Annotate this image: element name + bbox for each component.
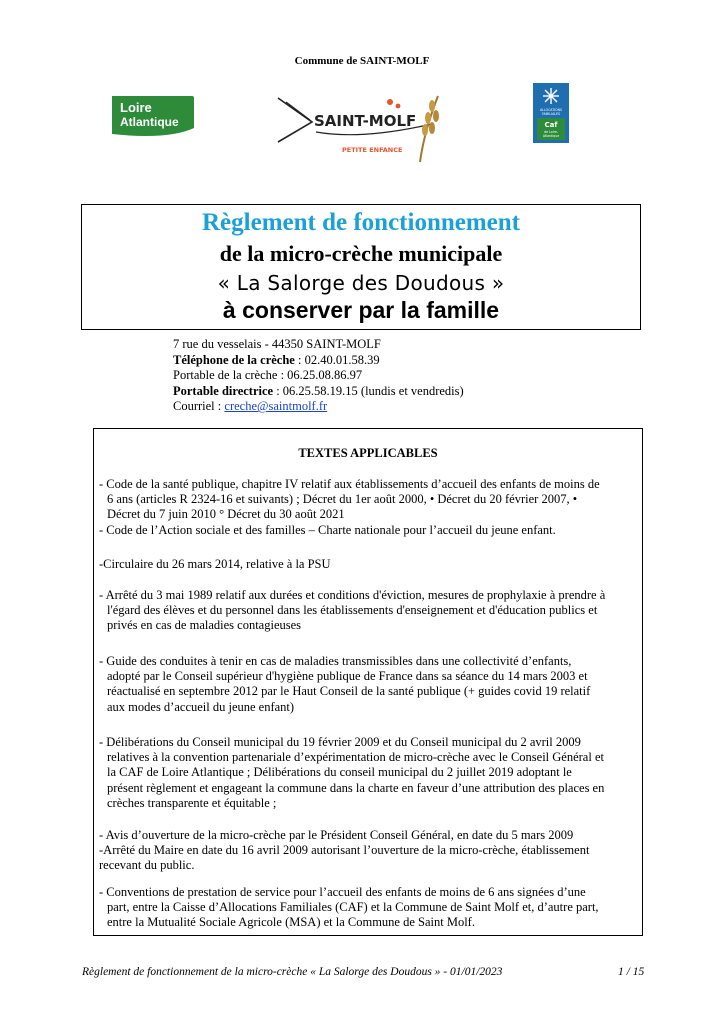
text-line: entre la Mutualité Sociale Agricole (MSA) et la Commune de Saint Molf.: [107, 915, 475, 930]
contact-block: [173, 337, 464, 415]
text-line: - Code de la santé publique, chapitre IV relatif aux établissements d’accueil des enfants de moins de: [99, 477, 600, 491]
text-line: - Conventions de prestation de service pour l’accueil des enfants de moins de 6 ans signées d’une: [99, 885, 586, 899]
text-paragraph: [99, 735, 639, 811]
caf-brand: Caf: [544, 121, 558, 129]
director-line: [173, 384, 464, 400]
caf-logo: [533, 83, 569, 143]
title-line-1: Règlement de fonctionnement: [202, 209, 520, 236]
text-paragraph: [99, 828, 639, 874]
text-line: 6 ans (articles R 2324-16 et suivants) ; Décret du 1er août 2000, • Décret du 20 février 2007, •: [107, 492, 578, 507]
text-line: présent règlement et engageant la commune dans la charte en faveur d’une attribution des places en: [107, 780, 605, 795]
loire-line1: Loire: [120, 100, 152, 115]
director-value: : 06.25.58.19.15 (lundis et vendredis): [273, 383, 464, 398]
phone-value: : 02.40.01.58.39: [294, 352, 380, 367]
text-line: - Arrêté du 3 mai 1989 relatif aux durées et conditions d'éviction, mesures de prophylaxie à prendre à: [99, 588, 606, 602]
text-line: crèches transparente et équitable ;: [107, 795, 277, 810]
mobile-line: Portable de la crèche : 06.25.08.86.97: [173, 368, 363, 383]
caf-line1: ALLOCATIONS: [539, 108, 563, 112]
texts-box: [93, 428, 643, 936]
title-line-2: de la micro-crèche municipale: [219, 241, 503, 266]
caf-line2: FAMILIALES: [541, 112, 561, 116]
texts-heading: TEXTES APPLICABLES: [298, 446, 438, 460]
text-line: part, entre la Caisse d’Allocations Familiales (CAF) et la Commune de Saint Molf et, d’autre part,: [107, 900, 599, 915]
email-line: [173, 399, 464, 415]
text-line: - Code de l’Action sociale et des familles – Charte nationale pour l’accueil du jeune enfant.: [99, 522, 556, 537]
loire-atlantique-logo: [108, 94, 196, 138]
text-line: adopté par le Conseil supérieur d'hygiène publique de France dans sa séance du 14 mars 2003 et: [107, 669, 588, 684]
saint-molf-name: SAINT-MOLF: [314, 112, 417, 130]
footer-title: Règlement de fonctionnement de la micro-crèche « La Salorge des Doudous » - 01/01/2023: [82, 966, 503, 978]
text-line: -Arrêté du Maire en date du 16 avril 2009 autorisant l’ouverture de la micro-crèche, établissement: [99, 843, 590, 858]
text-line: la CAF de Loire Atlantique ; Délibérations du conseil municipal du 2 juillet 2019 adoptant le: [107, 765, 572, 780]
text-paragraph: [99, 885, 639, 931]
caf-line3: de Loire-: [544, 130, 558, 134]
email-label: Courriel :: [173, 399, 225, 414]
saint-molf-subtitle: PETITE ENFANCE: [342, 146, 403, 154]
text-paragraph: [99, 654, 639, 715]
text-line: -Circulaire du 26 mars 2014, relative à la PSU: [99, 557, 331, 571]
commune-header: Commune de SAINT-MOLF: [294, 55, 430, 67]
saint-molf-logo: [272, 92, 448, 164]
text-line: aux modes d’accueil du jeune enfant): [107, 699, 295, 714]
title-line-4: à conserver par la famille: [222, 297, 500, 323]
text-paragraph: [99, 477, 639, 538]
caf-line4: Atlantique: [542, 134, 560, 138]
page-number: 1 / 15: [618, 966, 645, 978]
text-line: l'égard des élèves et du personnel dans les établissements d'enseignement et d'éducation publics et: [107, 603, 598, 618]
text-line: - Avis d’ouverture de la micro-crèche par le Président Conseil Général, en date du 5 mars 2009: [99, 828, 574, 842]
text-paragraph: [99, 588, 639, 634]
text-line: relatives à la convention partenariale d’expérimentation de micro-crèche avec le Conseil Général et: [107, 750, 604, 765]
text-line: Décret du 7 juin 2010 ° Décret du 30 août 2021: [107, 507, 345, 522]
text-line: privés en cas de maladies contagieuses: [107, 618, 302, 633]
text-line: - Guide des conduites à tenir en cas de maladies transmissibles dans une collectivité d’enfants,: [99, 654, 572, 668]
email-link[interactable]: creche@saintmolf.fr: [224, 399, 328, 414]
loire-line2: Atlantique: [120, 115, 179, 129]
address: 7 rue du vesselais - 44350 SAINT-MOLF: [173, 337, 381, 351]
text-paragraph: [99, 557, 639, 572]
text-line: recevant du public.: [99, 858, 195, 873]
phone-line: [173, 353, 464, 369]
title-box: [81, 204, 641, 330]
phone-label: Téléphone de la crèche: [173, 352, 295, 367]
director-label: Portable directrice: [173, 383, 274, 398]
text-line: réactualisé en septembre 2012 par le Haut Conseil de la santé publique (+ guides covid 19 relatif: [107, 684, 591, 699]
text-line: - Délibérations du Conseil municipal du 19 février 2009 et du Conseil municipal du 2 avril 2009: [99, 735, 581, 749]
title-line-3: « La Salorge des Doudous »: [217, 271, 505, 295]
